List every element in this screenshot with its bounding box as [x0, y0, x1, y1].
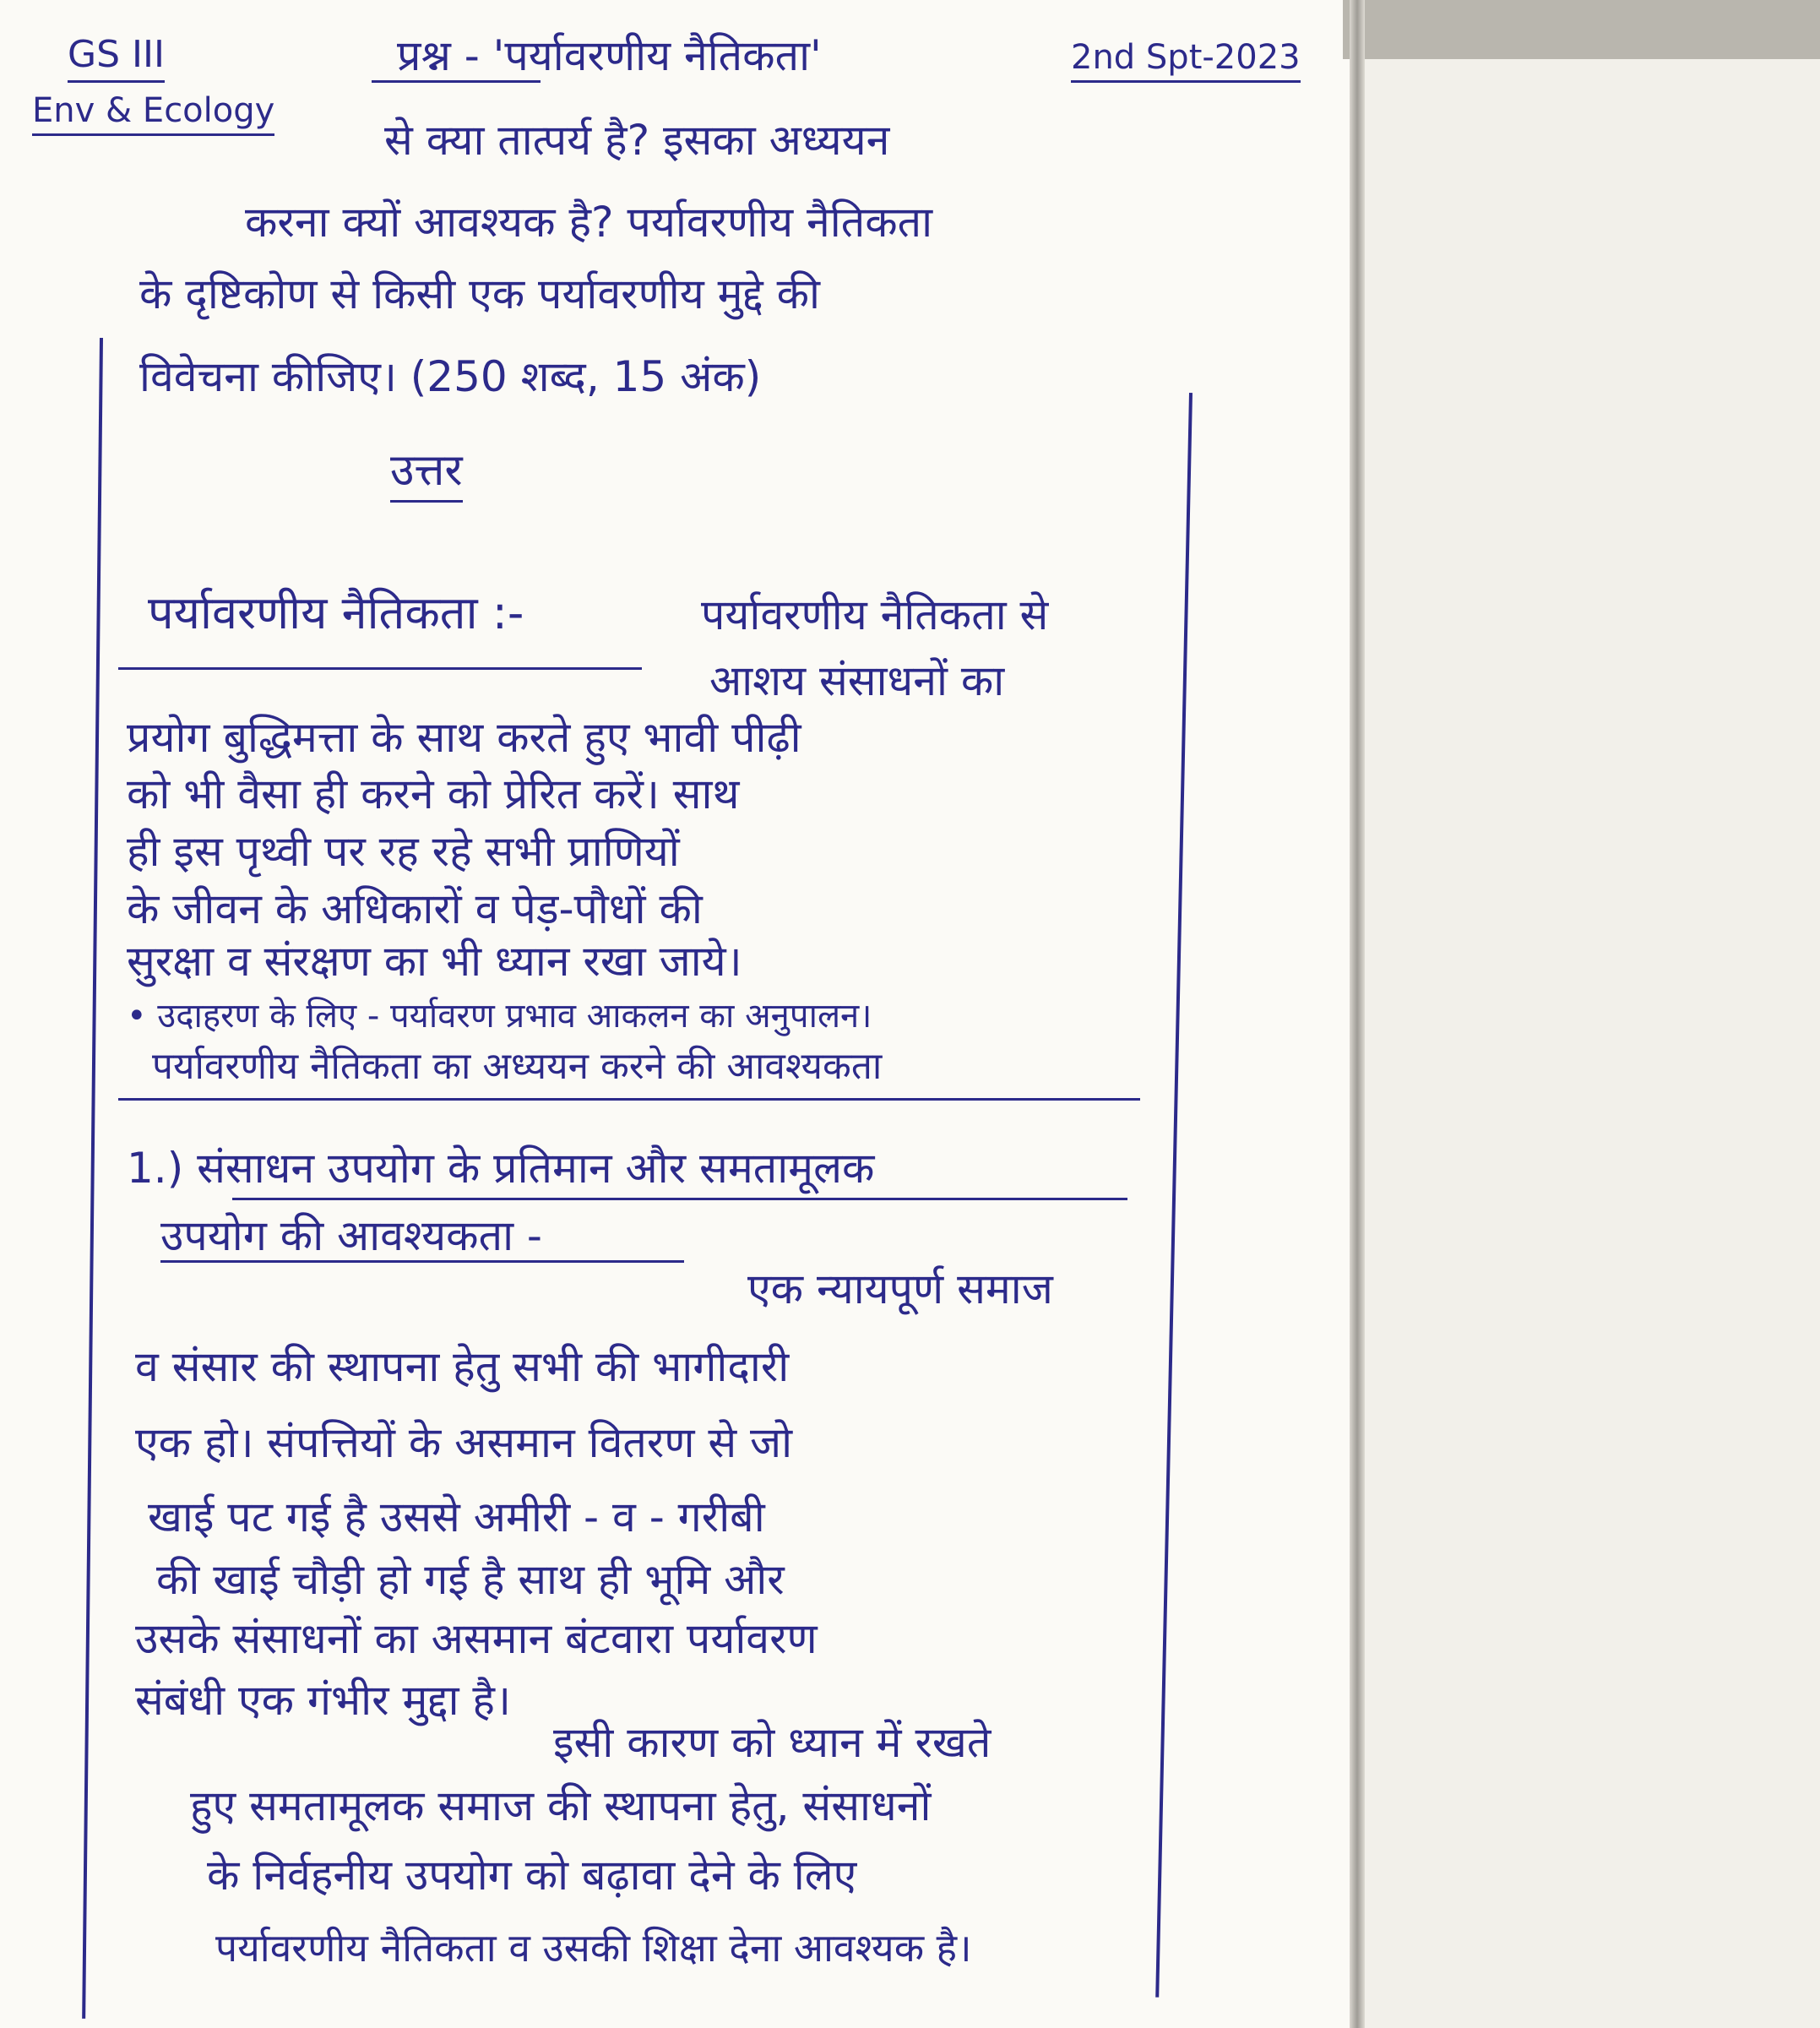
point1-heading-line-1: 1.) संसाधन उपयोग के प्रतिमान और समतामूलक: [127, 1144, 875, 1193]
definition-line-7: सुरक्षा व संरक्षण का भी ध्यान रखा जाये।: [127, 937, 742, 986]
point1-heading-line-2: उपयोग की आवश्यकता -: [160, 1211, 542, 1260]
question-line-1: प्रश्न - 'पर्यावरणीय नैतिकता': [397, 31, 822, 80]
question-line-4: के दृष्टिकोण से किसी एक पर्यावरणीय मुद्दे की: [139, 269, 820, 318]
point1-line-11: पर्यावरणीय नैतिकता व उसकी शिक्षा देना आवश्यक है।: [215, 1925, 972, 1971]
point1-line-9: हुए समतामूलक समाज की स्थापना हेतु, संसाधनों: [190, 1781, 932, 1830]
need-heading: पर्यावरणीय नैतिकता का अध्ययन करने की आवश्यकता: [152, 1045, 883, 1088]
definition-line-1: पर्यावरणीय नैतिकता से: [701, 590, 1049, 639]
subject-code: GS III: [68, 34, 165, 83]
definition-line-5: ही इस पृथ्वी पर रह रहे सभी प्राणियों: [127, 827, 680, 876]
definition-line-6: के जीवन के अधिकारों व पेड़-पौधों की: [127, 884, 703, 933]
point1-line-1: एक न्यायपूर्ण समाज: [747, 1264, 1053, 1313]
question-line-5: विवेचना कीजिए। (250 शब्द, 15 अंक): [139, 352, 762, 401]
point1-line-2: व संसार की स्थापना हेतु सभी की भागीदारी: [135, 1342, 790, 1391]
question-line-3: करना क्यों आवश्यक है? पर्यावरणीय नैतिकता: [245, 198, 933, 247]
definition-line-4: को भी वैसा ही करने को प्रेरित करें। साथ: [127, 769, 740, 818]
example-line: • उदाहरण के लिए - पर्यावरण प्रभाव आकलन का अनुपालन।: [127, 997, 872, 1036]
date: 2nd Spt-2023: [1071, 38, 1301, 83]
point1-line-5: की खाई चौड़ी हो गई है साथ ही भूमि और: [156, 1555, 785, 1604]
definition-heading: पर्यावरणीय नैतिकता :-: [148, 586, 524, 639]
point1-line-3: एक हो। संपत्तियों के असमान वितरण से जो: [135, 1418, 793, 1467]
answer-heading: उत्तर: [390, 446, 463, 503]
question-line-2: से क्या तात्पर्य है? इसका अध्ययन: [384, 116, 890, 165]
point1-line-6: उसके संसाधनों का असमान बंटवारा पर्यावरण: [135, 1614, 818, 1663]
background-strip: [1343, 0, 1820, 59]
point1-line-7: संबंधी एक गंभीर मुद्दा है।: [135, 1676, 511, 1725]
point1-line-10: के निर्वहनीय उपयोग को बढ़ावा देने के लिए: [207, 1851, 857, 1900]
point1-line-4: खाई पट गई है उससे अमीरी - व - गरीबी: [148, 1492, 765, 1541]
subject-name: Env & Ecology: [32, 91, 274, 136]
definition-line-3: प्रयोग बुद्धिमत्ता के साथ करते हुए भावी पीढ़ी: [127, 713, 801, 762]
question-underline: [372, 80, 541, 83]
notebook-spine: [1350, 0, 1365, 2028]
definition-heading-underline: [118, 667, 642, 670]
definition-line-2: आशय संसाधनों का: [709, 656, 1005, 705]
point1-heading-underline-2: [160, 1260, 684, 1263]
point1-line-8: इसी कारण को ध्यान में रखते: [553, 1718, 991, 1767]
need-heading-underline: [118, 1098, 1140, 1101]
point1-heading-underline-1: [232, 1198, 1127, 1200]
facing-page: [1360, 0, 1820, 2028]
